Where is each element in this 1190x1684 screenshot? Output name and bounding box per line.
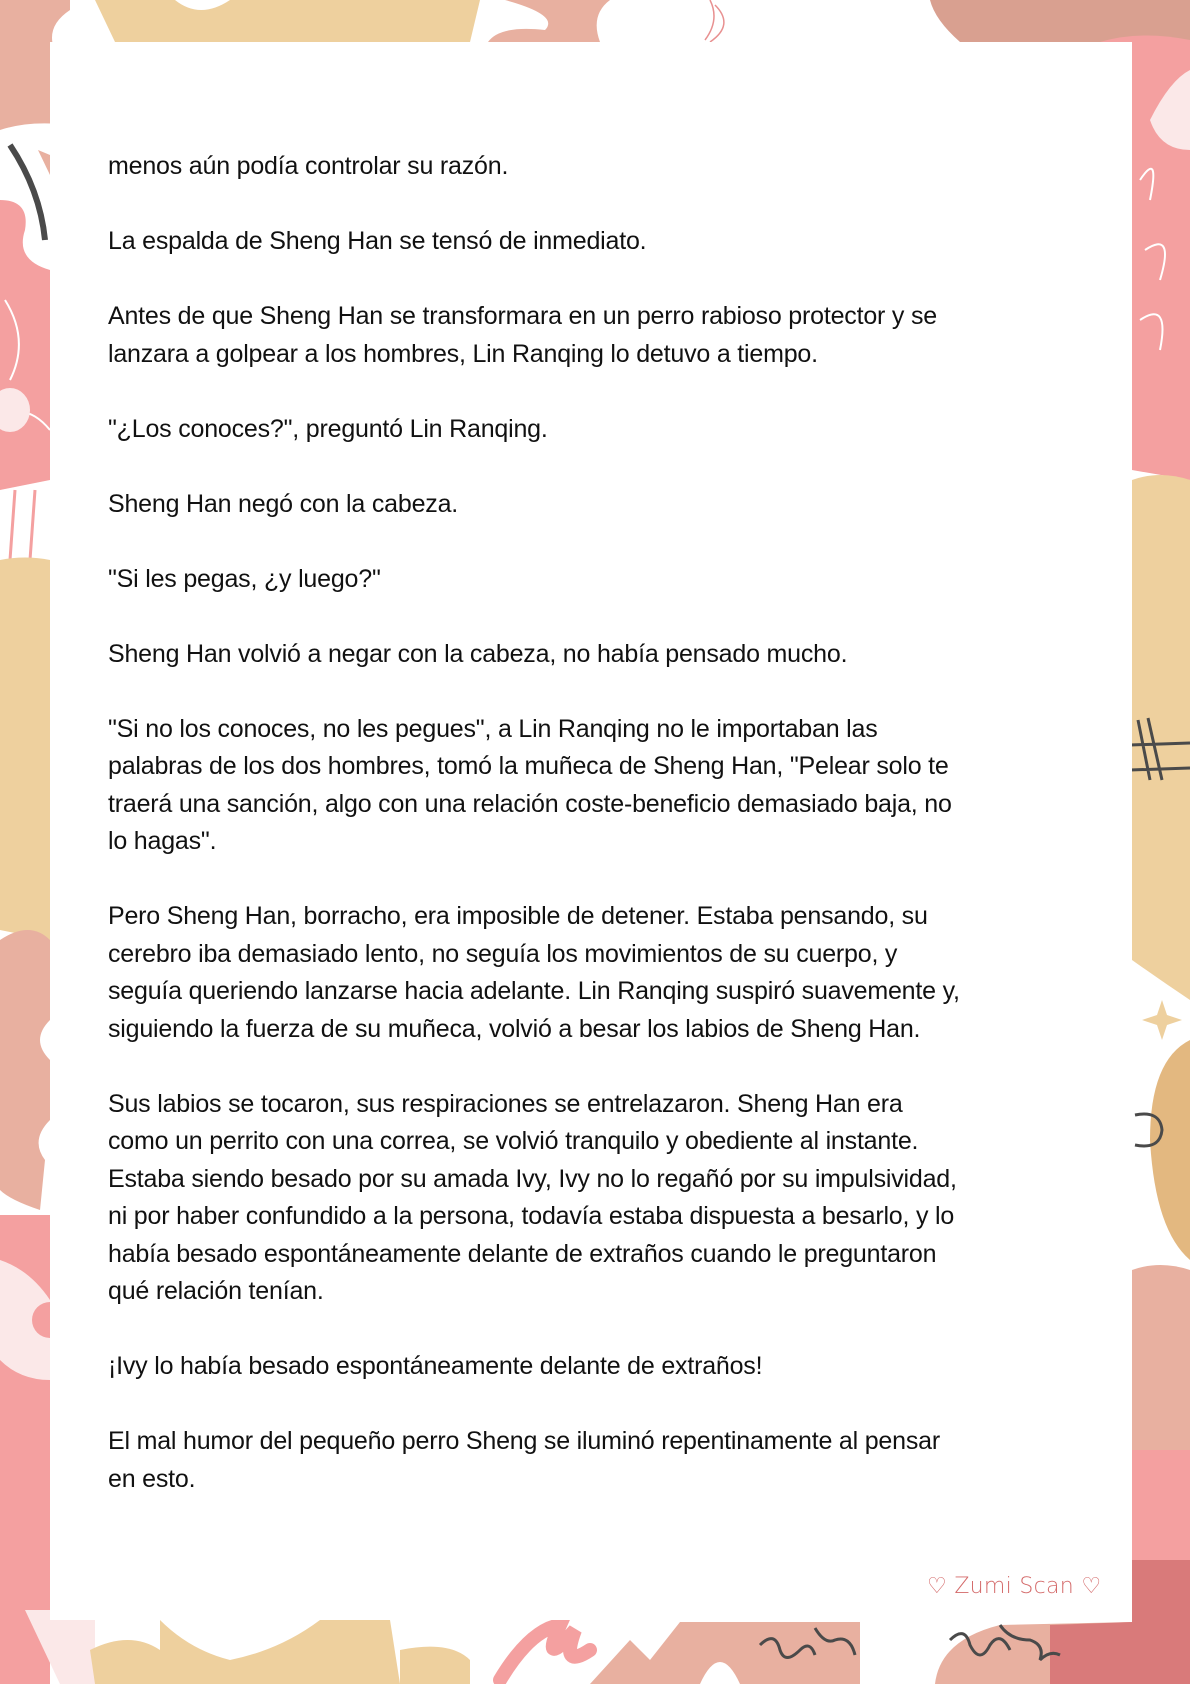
text-line: Pero Sheng Han, borracho, era imposible de detener. Estaba pensando, su [108, 902, 928, 930]
watermark: ♡ Zumi Scan ♡ [927, 1574, 1102, 1599]
text-line: "Si les pegas, ¿y luego?" [108, 564, 381, 593]
paragraph [108, 1086, 1108, 1311]
text-line: había besado espontáneamente delante de extraños cuando le preguntaron [108, 1239, 937, 1268]
paragraph [108, 711, 1108, 861]
text-line: Sheng Han negó con la cabeza. [108, 489, 459, 518]
text-line: ¡Ivy lo había besado espontáneamente delante de extraños! [108, 1352, 763, 1380]
text-line: palabras de los dos hombres, tomó la muñeca de Sheng Han, "Pelear solo te [108, 752, 949, 780]
paragraph [108, 636, 1108, 674]
text-line: "¿Los conoces?", preguntó Lin Ranqing. [108, 414, 548, 443]
paragraph [108, 298, 1108, 373]
text-line: Estaba siendo besado por su amada Ivy, Ivy no lo regañó por su impulsividad, [108, 1164, 957, 1193]
paragraph [108, 1423, 1108, 1498]
text-line: Sus labios se tocaron, sus respiraciones se entrelazaron. Sheng Han era [108, 1089, 903, 1118]
text-line: lo hagas". [108, 827, 217, 855]
paragraph [108, 561, 1108, 599]
paragraph [108, 411, 1108, 449]
document-body [108, 148, 1108, 1536]
paragraph [108, 898, 1108, 1048]
text-line: lanzara a golpear a los hombres, Lin Ranqing lo detuvo a tiempo. [108, 339, 818, 368]
paragraph [108, 486, 1108, 524]
text-line: El mal humor del pequeño perro Sheng se iluminó repentinamente al pensar [108, 1427, 940, 1455]
text-line: siguiendo la fuerza de su muñeca, volvió a besar los labios de Sheng Han. [108, 1014, 921, 1043]
text-line: como un perrito con una correa, se volvió tranquilo y obediente al instante. [108, 1127, 919, 1155]
text-line: Antes de que Sheng Han se transformara en un perro rabioso protector y se [108, 302, 937, 330]
text-line: menos aún podía controlar su razón. [108, 152, 509, 180]
paragraph [108, 1348, 1108, 1386]
text-line: ni por haber confundido a la persona, todavía estaba dispuesta a besarlo, y lo [108, 1202, 955, 1230]
text-line: seguía queriendo lanzarse hacia adelante. Lin Ranqing suspiró suavemente y, [108, 977, 960, 1005]
text-line: La espalda de Sheng Han se tensó de inmediato. [108, 227, 647, 255]
text-line: cerebro iba demasiado lento, no seguía los movimientos de su cuerpo, y [108, 939, 898, 968]
text-line: traerá una sanción, algo con una relación coste-beneficio demasiado baja, no [108, 789, 952, 818]
text-line: Sheng Han volvió a negar con la cabeza, no había pensado mucho. [108, 639, 848, 668]
text-line: "Si no los conoces, no les pegues", a Lin Ranqing no le importaban las [108, 714, 878, 743]
paragraph [108, 148, 1108, 186]
text-line: qué relación tenían. [108, 1277, 324, 1305]
paragraph [108, 223, 1108, 261]
text-line: en esto. [108, 1464, 196, 1493]
